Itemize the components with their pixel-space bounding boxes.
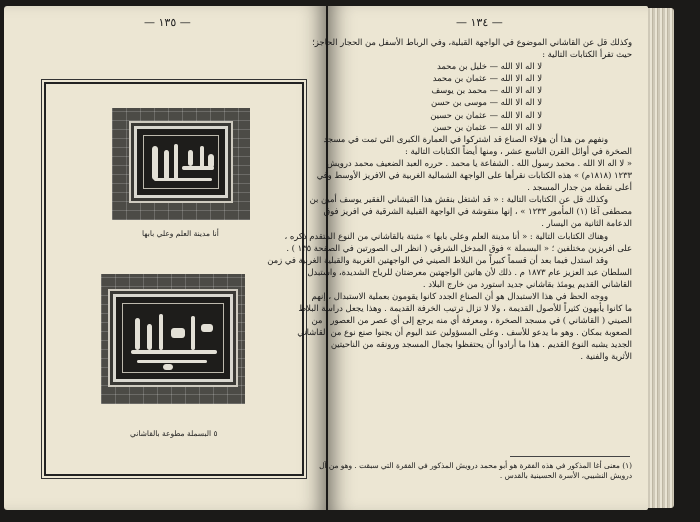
text-line: الدعامة الثانية من اليسار . xyxy=(541,218,632,229)
calligraphy-panel xyxy=(113,294,233,382)
footnote-divider xyxy=(510,456,630,457)
text-line: وكذلك قل عن القاشاني الموضوع في الواجهة القبلية، وفي الرباط الأسفل من الحجار الحاجز؛ xyxy=(312,37,632,47)
page-number: — ١٣٤ — xyxy=(456,16,503,29)
photo-caption: ٥ البسملة مطوعة بالقاشاني xyxy=(130,429,218,438)
text-line: الصعوبة بمكان . وهو ما يدعو للأسف . وعلى المسؤولين عند اليوم أن يجنوا صنع نوع من القاشاني xyxy=(297,327,632,338)
tile-photo-bottom xyxy=(101,274,245,404)
calligraphy-panel xyxy=(134,126,228,198)
text-line: الصخرة في أوائل القرن التاسع عشر ، ومنها أيضاً الكتابات التالية : xyxy=(405,145,632,156)
photo-caption: أنا مدينة العلم وعلي بابها xyxy=(142,229,219,238)
text-line: « لا اله الا الله . محمد رسول الله . الشفاعة يا محمد . حرره العبد الضعيف محمد درويش xyxy=(326,157,632,168)
text-line: السلطان عبد العزيز عام ١٨٧٣ م . ذلك لأن هاتين الواجهتين معرضتان للرياح الشديدة، واستبدل xyxy=(307,266,632,277)
text-line: الصيني ( القاشاني ) في مسجد الصخرة ، ومعرفة أي منه يرجع إلى أي عصر من العصور ، من xyxy=(311,315,632,326)
text-line: الجديد يشبه النوع القديم . هذا ما أرادوا أن يحتفظوا بجمال المسجد ورونقه من الناحيتين : xyxy=(325,339,632,350)
text-line: ووجه الحظ في هذا الاستبدال هو أن الصناع الجدد كانوا يقومون بعملية الاستبدال ، إنهم xyxy=(311,290,608,301)
text-line: وكذلك قل عن الكتابات التالية : « قد اشتغل بنقش هذا القيشاني الفقير يوسف أمين بن xyxy=(309,194,608,205)
footnote-line: درويش النشيبي، الأسرة الحسينية بالقدس . xyxy=(499,471,632,480)
text-line: على افريزين مختلفين ؛ « البسملة » فوق المدخل الشرقي ( انظر الى الصورتين في الصفحة ١٣٥ ) . xyxy=(286,242,632,253)
right-page xyxy=(267,6,648,510)
inscription-line: لا اله الا الله — عثمان بن حسين xyxy=(430,109,542,120)
page-edges xyxy=(648,8,674,508)
footnote-line: (١) معنى أغا المذكور في هذه الفقرة هو أبو محمد درويش المذكور في الفقرة التي سبقت . وهو من آل xyxy=(319,461,632,470)
body-text xyxy=(267,36,632,363)
text-line: الأثرية والفنية . xyxy=(580,351,632,362)
page-number: — ١٣٥ — xyxy=(144,16,191,29)
text-line: وقد استدل فيما بعد أن قسماً كبيراً من البلاط الصيني في الواجهتين الغربية والقبلية الغربية في زمن xyxy=(267,254,608,265)
inscription-line: لا اله الا الله — موسى بن حسن xyxy=(431,97,542,108)
photo-plate-frame xyxy=(44,82,304,476)
inscription-line: لا اله الا الله — عثمان بن محمد xyxy=(432,73,542,84)
text-line: وهناك الكتابات التالية : « أنا مدينة العلم وعلي بابها » مثبتة بالقاشاني من النوع المتقدم ذكره ، xyxy=(284,230,608,241)
text-line: ونفهم من هذا أن هؤلاء الصناع قد اشتركوا في العمارة الكبرى التي تمت في مسجد xyxy=(323,133,608,144)
text-line: القاشاني القديم يومئذ بقاشاني جديد استورد من خارج البلاد . xyxy=(422,278,632,289)
text-line: حيث تقرأ الكتابات التالية : xyxy=(542,49,632,60)
text-line: مصطفى آغا (١) المأمور ١٢٣٣ » ، إنها منقوشة في الواجهة القبلية الشرقية في افريز فوق xyxy=(323,206,632,217)
text-line: ما كانوا يأبهون كثيراً للأصول القديمة ، ولا لا تزال ترتيب الخرفة القديمة . وهذا يجعل دراسة البلاط xyxy=(298,303,632,314)
text-line: أعلى نقطة من جدار المسجد . xyxy=(527,182,632,193)
tile-photo-top xyxy=(112,108,250,220)
text-line: ١٢٣٣ (١٨١٨م) » هذه الكتابات نقرأها على الواجهة الشمالية الغربية في الافريز الأوسط وفي xyxy=(316,170,632,181)
inscription-line: لا اله الا الله — محمد بن يوسف xyxy=(431,85,542,96)
footnote xyxy=(319,461,632,481)
inscription-line: لا اله الا الله — عثمان بن حسن xyxy=(432,121,542,132)
inscription-line: لا اله الا الله — خليل بن محمد xyxy=(436,61,542,72)
